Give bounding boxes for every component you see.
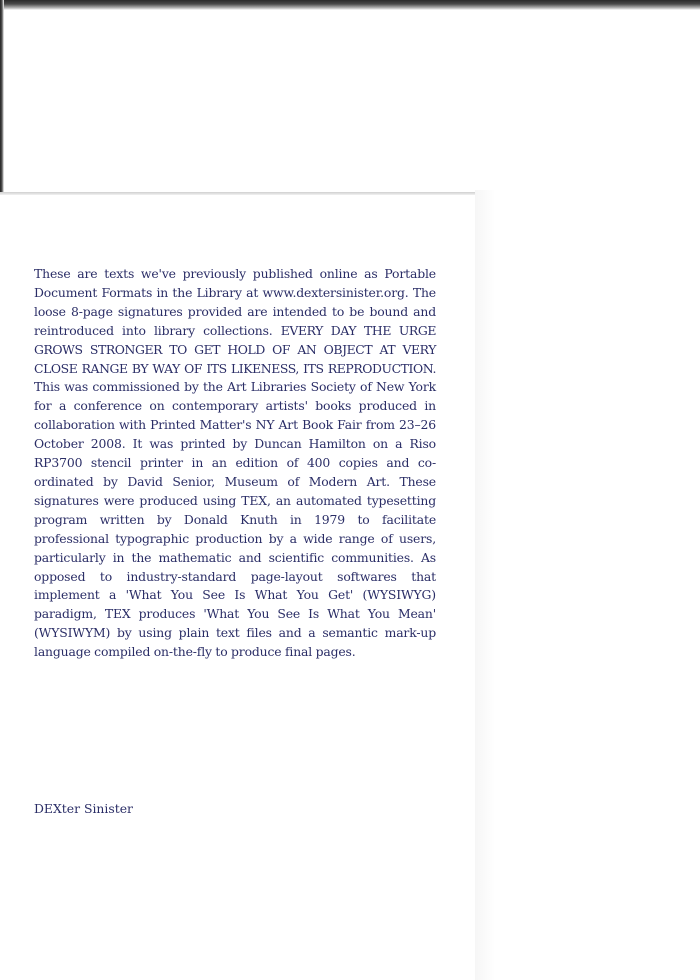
colophon-details: This was commissioned by the Art Libraries Society of New York for a conference on contemporary artists' books produced in collaboration with Printed Matter's NY Art Book Fair from 23–26 October 2008. It was printed by Duncan Hamilton on a Riso RP3700 stencil printer in an edition of 400 copies and co-ordinated by David Senior, Museum of Modern Art. These signatures were produced using TEX, an automated typesetting program written by Donald Knuth in 1979 to facilitate professional typographic production by a wide range of users, particularly in the mathematic and scientific communities. As opposed to industry-standard page-layout softwares that implement a 'What You See Is What You Get' (WYSIWYG) paradigm, TEX produces 'What You See Is What You Mean' (WYSIWYM) by using plain text files and a semantic mark-up language compiled on-the-fly to produce final pages.	[34, 379, 436, 660]
colophon-paragraph	[34, 265, 436, 662]
back-sheet	[0, 0, 700, 196]
page-top-edge	[0, 192, 475, 195]
background-surface	[475, 190, 700, 980]
colophon-title: EVERY DAY THE URGE GROWS STRONGER TO GET HOLD OF AN OBJECT AT VERY CLOSE RANGE BY WAY OF ITS LIKENESS, ITS REPRODUCTION.	[34, 322, 436, 376]
sheet-top-edge	[0, 0, 700, 10]
colophon-intro: These are texts we've previously published online as Portable Document Formats in the Library at www.dextersinister.org. The loose 8-page signatures provided are intended to be bound and reintroduced into library collections.	[34, 266, 436, 338]
sheet-left-edge	[0, 0, 4, 194]
author-signature: DEXter Sinister	[34, 801, 133, 816]
